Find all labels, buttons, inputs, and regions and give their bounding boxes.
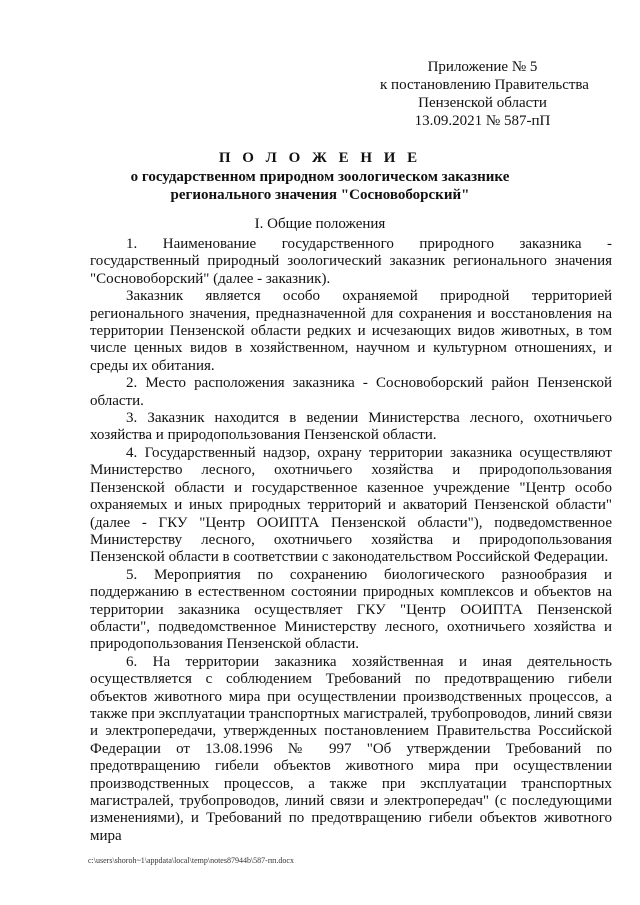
document-subtitle [60,168,580,204]
subtitle-line-2: регионального значения "Сосновоборский" [170,187,470,203]
appendix-date-number: 13.09.2021 № 587-пП [414,113,551,129]
paragraph-1: 1. Наименование государственного природного заказника - государственный природный зоологический заказник регионального значения "Сосновоборский" (далее - заказник). [90,236,612,287]
appendix-resolution: к постановлению Правительства [380,77,589,93]
paragraph-6: 6. На территории заказника хозяйственная и иная деятельность осуществляется с соблюдением Требований по предотвращению гибели объектов животного мира при осуществлении производственных процессов, а также при эксплуатации транспортных магистралей, трубопроводов, линий связи и электропередачи, утвержденных постановлением Правительства Российской Федерации от 13.08.1996 № 997 "Об утверждении Требований по предотвращению гибели объектов животного мира при осуществлении производственных процессов, а также при эксплуатации транспортных магистралей, трубопроводов, линий связи и электропередач" (с последующими изменениями), и Требований по предотвращению гибели объектов животного мира [90,653,612,844]
paragraph-1-purpose: Заказник является особо охраняемой природной территорией регионального значения, предназначенной для сохранения и восстановления на территории Пензенской области редких и исчезающих видов животных, в том числе ценных видов в хозяйственном, научном и культурном отношениях, и среды их обитания. [90,288,612,374]
section-heading: I. Общие положения [254,216,386,232]
appendix-region: Пензенской области [418,95,547,111]
appendix-number: Приложение № 5 [427,59,538,75]
document-title: П О Л О Ж Е Н И Е [218,150,422,166]
paragraph-4: 4. Государственный надзор, охрану территории заказника осуществляют Министерство лесного, охотничьего хозяйства и природопользования Пензенской области и государственное казенное учреждение "Центр особо охраняемых и иных природных территорий и акваторий Пензенской области" (далее - ГКУ "Центр ООИПТА Пензенской области"), подведомственное Министерству лесного, охотничьего хозяйства и природопользования Пензенской области в соответствии с законодательством Российской Федерации. [90,444,612,566]
paragraph-3: 3. Заказник находится в ведении Министерства лесного, охотничьего хозяйства и природопользования Пензенской области. [90,410,612,444]
footer-file-path: c:\users\shoroh~1\appdata\local\temp\notes87944b\587-пп.docx [88,856,294,865]
appendix-block [380,58,589,130]
paragraph-2: 2. Место расположения заказника - Сосновоборский район Пензенской области. [90,375,612,409]
paragraph-5: 5. Мероприятия по сохранению биологического разнообразия и поддержанию в естественном состоянии природных комплексов и объектов на территории заказника осуществляет ГКУ "Центр ООИПТА Пензенской области", подведомственное Министерству лесного, охотничьего хозяйства и природопользования Пензенской области. [90,566,612,653]
document-body [90,236,612,845]
subtitle-line-1: о государственном природном зоологическом заказнике [130,169,510,185]
